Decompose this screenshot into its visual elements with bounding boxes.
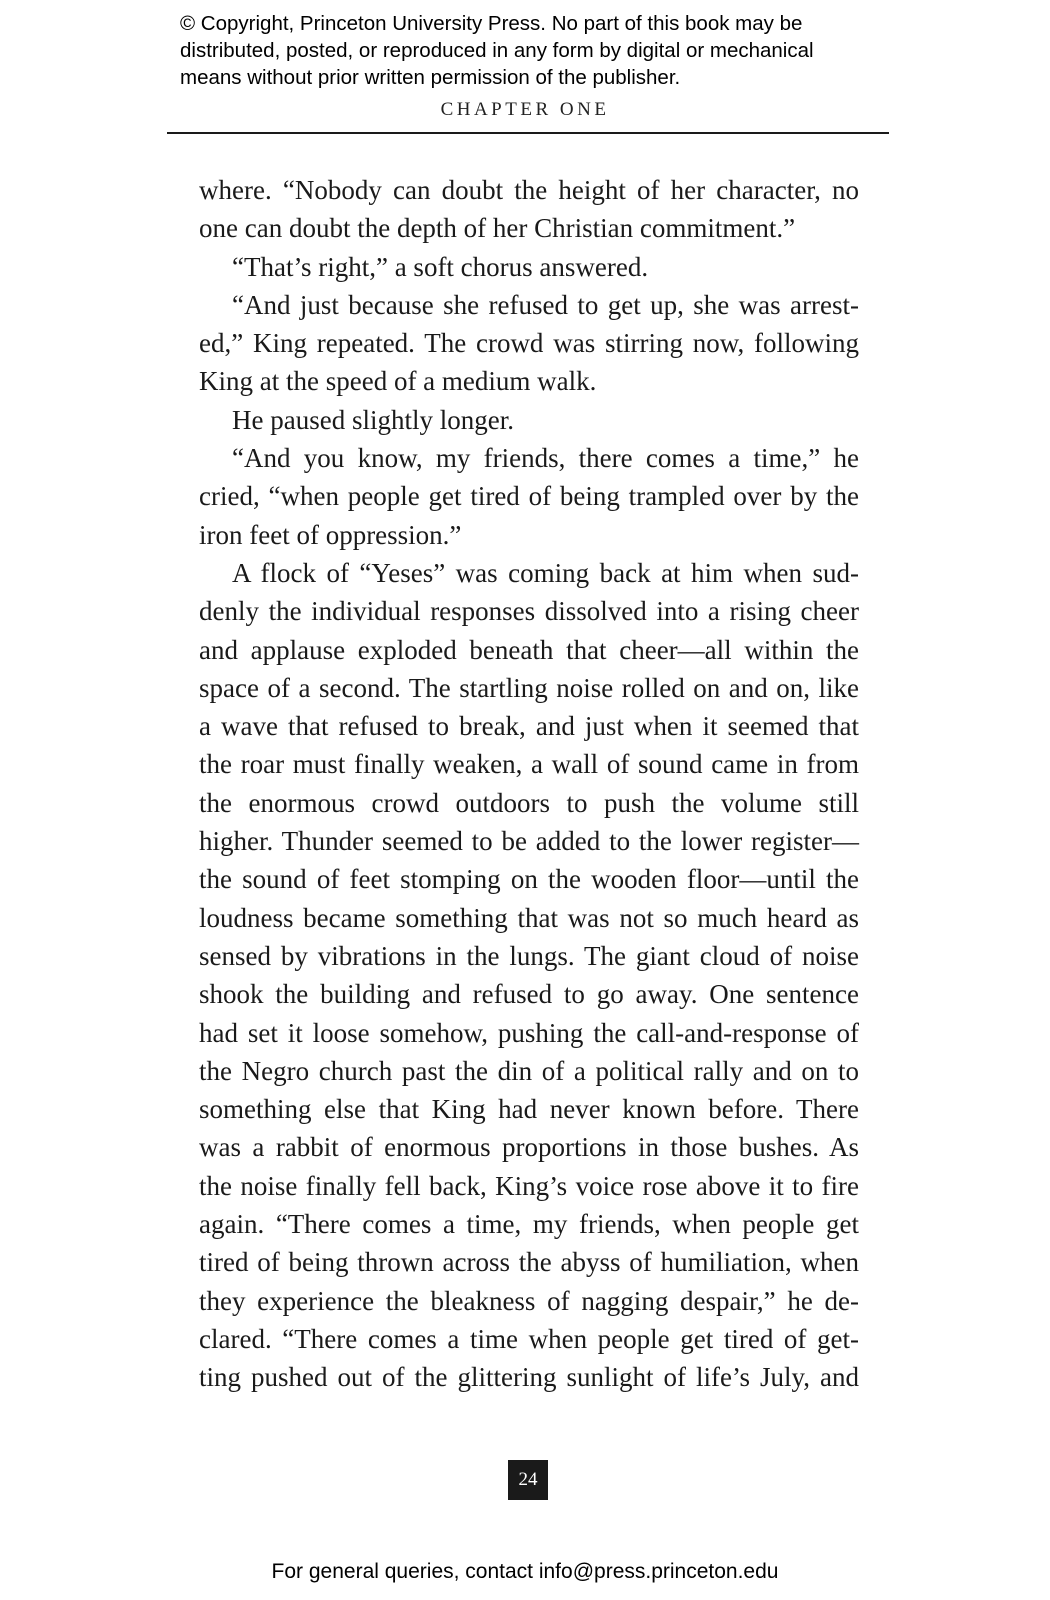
text-line: iron feet of oppression.” (199, 519, 462, 550)
text-line: A flock of “Yeses” was coming back at him when sud- (232, 557, 859, 588)
text-line: the sound of feet stomping on the wooden floor—until the (199, 864, 859, 895)
text-line: they experience the bleakness of nagging despair,” he de- (199, 1285, 859, 1316)
text-line: clared. “There comes a time when people get tired of get- (199, 1323, 859, 1354)
text-line: the enormous crowd outdoors to push the volume still (199, 787, 859, 818)
text-line: higher. Thunder seemed to be added to the lower register— (199, 826, 859, 857)
footer-contact: For general queries, contact info@press.princeton.edu (271, 1560, 779, 1583)
text-line: shook the building and refused to go away. One sentence (199, 979, 859, 1010)
text-line: denly the individual responses dissolved into a rising cheer (199, 596, 859, 627)
text-line: and applause exploded beneath that cheer—all within the (199, 634, 859, 665)
body-text (199, 171, 859, 1397)
text-line: cried, “when people get tired of being trampled over by the (199, 481, 859, 512)
text-line: a wave that refused to break, and just when it seemed that (199, 711, 859, 742)
text-line: “And you know, my friends, there comes a time,” he (232, 443, 859, 474)
text-line: was a rabbit of enormous proportions in those bushes. As (199, 1132, 859, 1163)
text-line: the Negro church past the din of a political rally and on to (199, 1055, 859, 1086)
text-line: the noise finally fell back, King’s voice rose above it to fire (199, 1170, 859, 1201)
text-line: He paused slightly longer. (232, 404, 514, 435)
text-line: space of a second. The startling noise rolled on and on, like (199, 672, 859, 703)
text-line: something else that King had never known before. There (199, 1094, 859, 1125)
text-line: “And just because she refused to get up, she was arrest- (232, 289, 859, 320)
text-line: “That’s right,” a soft chorus answered. (232, 251, 649, 282)
copyright-line: © Copyright, Princeton University Press. No part of this book may be (180, 12, 803, 35)
text-line: had set it loose somehow, pushing the call-and-response of (199, 1017, 859, 1048)
header-rule (167, 132, 889, 134)
text-line: King at the speed of a medium walk. (199, 366, 597, 397)
text-line: where. “Nobody can doubt the height of her character, no (199, 175, 859, 205)
text-line: loudness became something that was not so much heard as (199, 902, 859, 933)
running-head: CHAPTER ONE (440, 99, 610, 120)
text-line: ting pushed out of the glittering sunlight of life’s July, and (199, 1362, 859, 1393)
text-line: again. “There comes a time, my friends, when people get (199, 1209, 859, 1240)
copyright-line: means without prior written permission of the publisher. (180, 66, 681, 89)
copyright-line: distributed, posted, or reproduced in any form by digital or mechanical (180, 39, 814, 62)
copyright-notice (180, 10, 940, 91)
text-line: tired of being thrown across the abyss of humiliation, when (199, 1247, 859, 1278)
page-number: 24 (508, 1460, 548, 1500)
text-line: ed,” King repeated. The crowd was stirring now, following (199, 328, 859, 359)
text-line: sensed by vibrations in the lungs. The giant cloud of noise (199, 940, 859, 971)
text-line: the roar must finally weaken, a wall of sound came in from (199, 749, 859, 780)
text-line: one can doubt the depth of her Christian commitment.” (199, 213, 796, 244)
